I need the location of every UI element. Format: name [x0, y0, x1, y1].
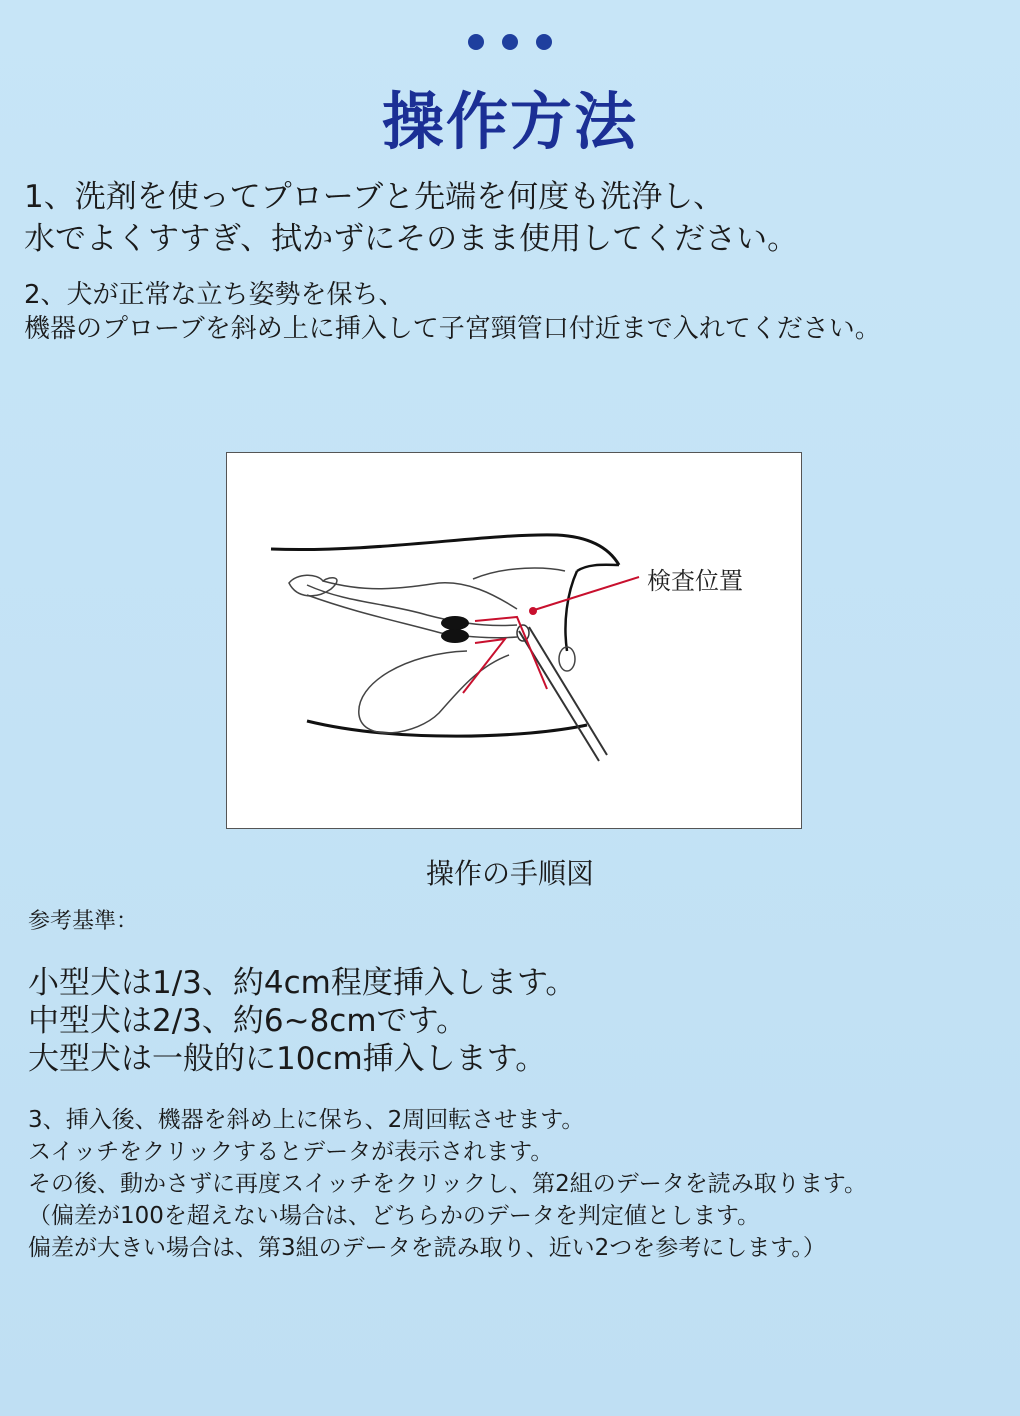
step-2-line-1: 2、犬が正常な立ち姿勢を保ち、: [24, 280, 405, 310]
reference-list: [28, 964, 576, 1078]
reference-large-dog: 大型犬は一般的に10cm挿入します。: [28, 1041, 547, 1077]
dot-icon: [536, 34, 552, 50]
step-3-line-2: スイッチをクリックするとデータが表示されます。: [28, 1139, 554, 1165]
step-2-text: [24, 278, 881, 346]
dot-icon: [468, 34, 484, 50]
dot-icon: [502, 34, 518, 50]
reference-heading: 参考基準：: [28, 909, 139, 934]
page-title: 操作方法: [381, 85, 638, 158]
step-3-line-5: 偏差が大きい場合は、第3組のデータを読み取り、近い2つを参考にします。）: [28, 1235, 826, 1261]
procedure-diagram: [226, 452, 802, 829]
reference-small-dog: 小型犬は1/3、約4cm程度挿入します。: [28, 965, 577, 1001]
step-2-line-2: 機器のプローブを斜め上に挿入して子宮頸管口付近まで入れてください。: [24, 314, 881, 344]
step-1-text: [24, 176, 798, 260]
anatomy-illustration: [227, 453, 803, 830]
step-3-line-1: 3、挿入後、機器を斜め上に保ち、2周回転させます。: [28, 1107, 585, 1133]
reference-medium-dog: 中型犬は2/3、約6~8cmです。: [28, 1003, 468, 1039]
inspection-position-label: 検査位置: [647, 567, 743, 595]
step-1-line-1: 1、洗剤を使ってプローブと先端を何度も洗浄し、: [24, 179, 725, 215]
step-3-text: [28, 1104, 867, 1264]
decorative-dots: [0, 34, 1020, 50]
step-3-line-4: （偏差が100を超えない場合は、どちらかのデータを判定値とします。: [28, 1203, 761, 1229]
step-1-line-2: 水でよくすすぎ、拭かずにそのまま使用してください。: [24, 221, 799, 257]
diagram-caption: 操作の手順図: [425, 857, 594, 890]
step-3-line-3: その後、動かさずに再度スイッチをクリックし、第2組のデータを読み取ります。: [28, 1171, 867, 1197]
